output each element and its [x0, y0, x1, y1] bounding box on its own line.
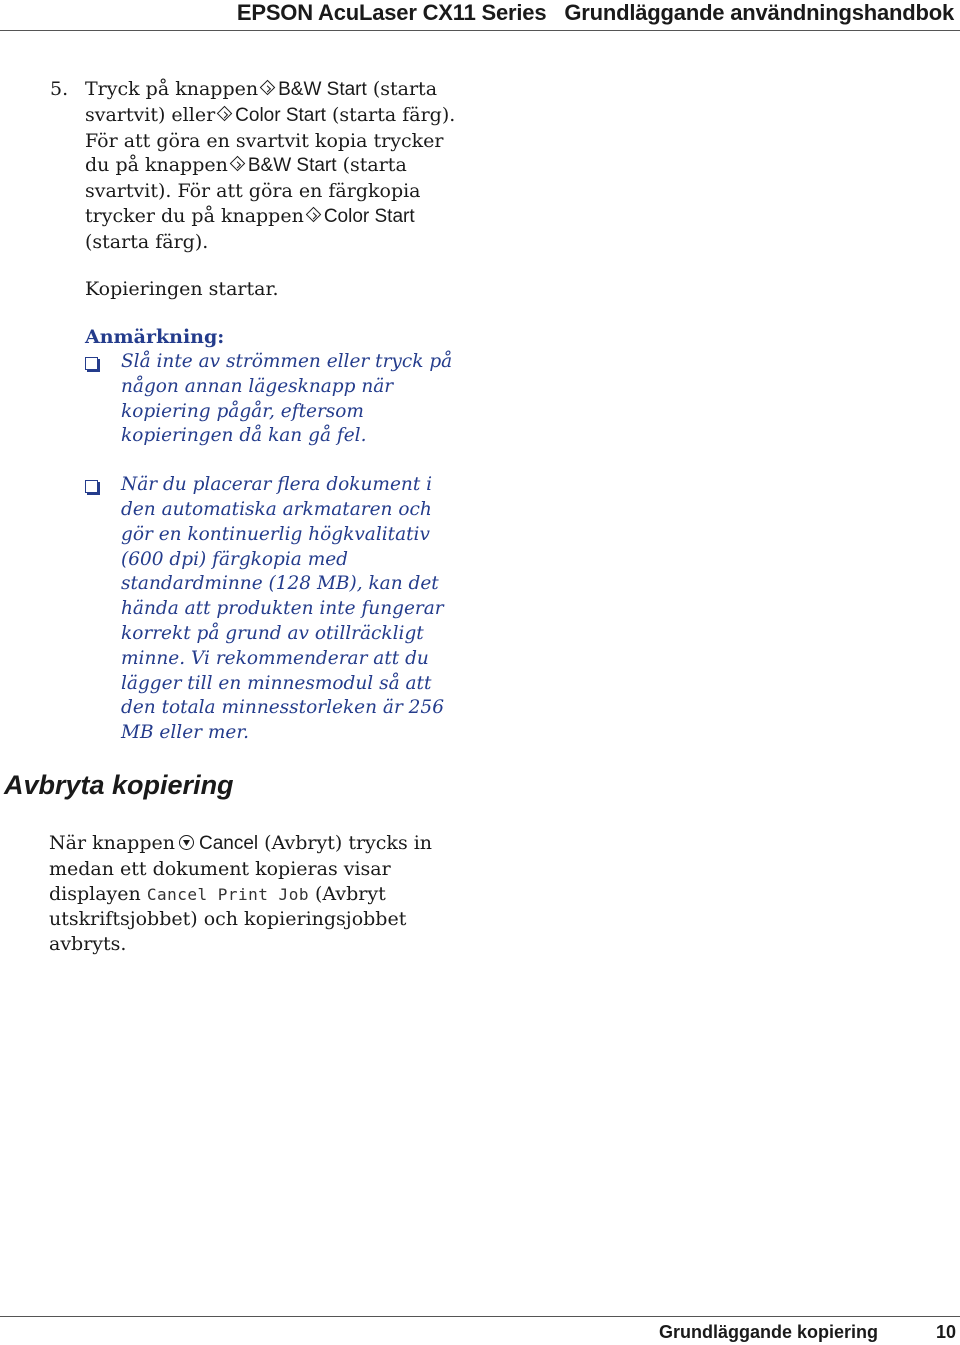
- cancel-label: Cancel: [198, 833, 259, 854]
- checkbox-bullet-icon: [85, 357, 98, 370]
- cancel-icon: [179, 835, 194, 850]
- page-number: 10: [935, 1322, 956, 1342]
- section-heading: Avbryta kopiering: [4, 770, 234, 800]
- header-manual: Grundläggande användningshandbok: [564, 0, 954, 25]
- step-text-5: (starta färg).: [85, 230, 209, 253]
- note-item: [85, 473, 465, 746]
- para-text-1: När knappen: [49, 832, 175, 854]
- header-product: EPSON AcuLaser CX11 Series: [236, 0, 547, 25]
- start-diamond-icon: [306, 207, 322, 223]
- checkbox-bullet-icon: [85, 480, 98, 493]
- color-start-label: Color Start: [323, 205, 415, 227]
- start-diamond-icon: [260, 80, 276, 96]
- step-text-1: Tryck på knappen: [85, 78, 259, 100]
- note-heading: Anmärkning:: [85, 326, 225, 348]
- section-paragraph: [49, 831, 469, 957]
- bw-start-label: B&W Start: [247, 155, 337, 177]
- start-diamond-icon: [230, 156, 246, 172]
- step-result: Kopieringen startar.: [85, 278, 279, 300]
- bw-start-label: B&W Start: [278, 79, 367, 100]
- header-title: [219, 0, 954, 26]
- lcd-message: Cancel Print Job: [146, 884, 309, 904]
- step-text-2: (starta svartvit) eller: [85, 78, 438, 126]
- note-item-text: Slå inte av strömmen eller tryck på någon annan lägesknapp när kopiering pågår, eftersom kopieringen då kan gå fel.: [121, 351, 453, 447]
- step-instruction: [85, 77, 465, 255]
- footer-chapter: Grundläggande kopiering: [658, 1322, 878, 1342]
- color-start-label: Color Start: [235, 104, 326, 126]
- step-text-3: (starta färg). För att göra en svartvit kopia trycker du på knappen: [85, 103, 456, 177]
- para-text-3: (Avbryt utskriftsjobbet) och kopieringsjobbet avbryts.: [49, 882, 407, 956]
- note-box: [85, 326, 465, 746]
- page-header: [0, 0, 960, 31]
- note-item: [85, 350, 465, 449]
- start-diamond-icon: [217, 106, 233, 122]
- step-text-4: (starta svartvit). För att göra en färgkopia trycker du på knappen: [85, 154, 421, 227]
- note-item-text: När du placerar flera dokument i den automatiska arkmataren och gör en kontinuerlig högkvalitativ (600 dpi) färgkopia med standardminne (128 MB), kan det hända att produkten inte fungerar korrekt på grund av otillräckligt minne. Vi rekommenderar att du lägger till en minnesmodul så att den totala minnesstorleken är 256 MB eller mer.: [121, 474, 444, 744]
- step-number: 5.: [50, 78, 69, 100]
- para-text-2: (Avbryt) trycks in medan ett dokument kopieras visar displayen: [49, 832, 433, 905]
- page-footer: [0, 1316, 960, 1342]
